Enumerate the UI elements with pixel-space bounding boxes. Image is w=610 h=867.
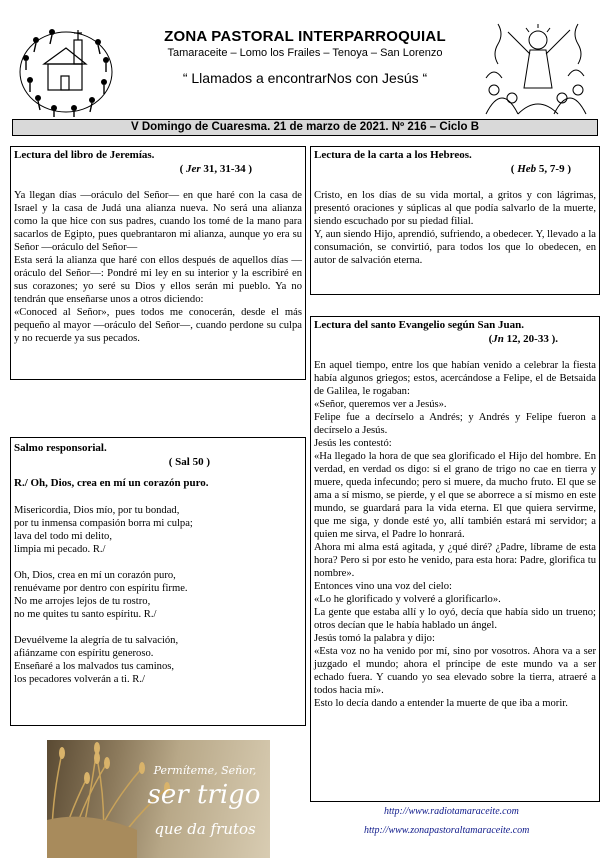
second-reading-paragraph: Y, aun siendo Hijo, aprendió, sufriendo, a obedecer. Y, llevado a la consumación, se convirtió, para todos los que lo obedecen, en autor de salvación eterna.	[314, 229, 596, 266]
first-reading-paragraph: Esta será la alianza que haré con ellos después de aquellos días —oráculo del Señor—: Pondré mi ley en su interior y la escribiré en sus corazones; yo seré su Dios y ellos serán mi pueblo. Ya no tendrán que enseñarse unos a otros diciendo:	[14, 255, 302, 305]
first-reading-citation: ( Jer 31, 31-34 )	[179, 163, 252, 175]
psalm-stanza: Misericordia, Dios mío, por tu bondad, por tu inmensa compasión borra mi culpa; lava del todo mi delito, limpia mi pecado. R./	[14, 505, 193, 555]
gospel-paragraph: En aquel tiempo, entre los que habían venido a celebrar la fiesta había algunos griegos; estos, acercándose a Felipe, el de Betsaida de Galilea, le rogaban:	[314, 360, 596, 397]
gospel-box	[310, 316, 600, 802]
caption-line-3: que da frutos	[154, 820, 256, 838]
second-reading-box	[310, 146, 600, 295]
second-reading-citation: ( Heb 5, 7-9 )	[510, 163, 571, 175]
psalm-title: Salmo responsorial.	[14, 442, 107, 454]
psalm-response: R./ Oh, Dios, crea en mí un corazón puro.	[14, 477, 209, 489]
motto: “ Llamados a encontrarNos con Jesús “	[182, 70, 428, 86]
gospel-paragraph: Jesús tomó la palabra y dijo:	[314, 633, 435, 644]
gospel-paragraph: Ahora mi alma está agitada, y ¿qué diré? ¿Padre, líbrame de esta hora? Pero si por esto he venido, para esta hora: Padre, glorifica tu nombre».	[314, 542, 596, 579]
radio-link[interactable]: http://www.radiotamaraceite.com	[384, 806, 519, 817]
zone-title: ZONA PASTORAL INTERPARROQUIAL	[164, 28, 446, 45]
first-reading-title: Lectura del libro de Jeremías.	[14, 149, 155, 161]
gospel-paragraph: La gente que estaba allí y lo oyó, decía que había sido un trueno; otros decían que le había hablado un ángel.	[314, 607, 596, 631]
caption-line-2: ser trigo	[147, 780, 261, 810]
psalm-stanza: Oh, Dios, crea en mí un corazón puro, renuévame por dentro con espíritu firme. No me arrojes lejos de tu rostro, no me quites tu santo espíritu. R./	[14, 570, 188, 620]
first-reading-paragraph: «Conoced al Señor», pues todos me conocerán, desde el más pequeño al mayor —oráculo del Señor—, cuando perdone su culpa y no recuerde ya sus pecados.	[14, 307, 302, 344]
parish-list: Tamaraceite – Lomo los Frailes – Tenoya – San Lorenzo	[167, 47, 443, 59]
second-reading-paragraph: Cristo, en los días de su vida mortal, a gritos y con lágrimas, presentó oraciones y súplicas al que podía salvarlo de la muerte, siendo escuchado por su piedad filial.	[314, 190, 596, 227]
psalm-citation: ( Sal 50 )	[168, 456, 210, 468]
gospel-paragraph: Esto lo decía dando a entender la muerte de que iba a morir.	[314, 698, 568, 709]
second-reading-title: Lectura de la carta a los Hebreos.	[314, 149, 472, 161]
gospel-citation: (Jn 12, 20-33 ).	[488, 333, 558, 345]
gospel-paragraph: Entonces vino una voz del cielo:	[314, 581, 452, 592]
first-reading-paragraph: Ya llegan días —oráculo del Señor— en que haré con la casa de Israel y la casa de Judá una alianza nueva. No será una alianza como la que hice con sus padres, cuando los tomé de la mano para sacarlos de Egipto, pues quebrantaron mi alianza, aunque yo era su Señor —oráculo del Señor—	[14, 190, 302, 253]
liturgical-date-bar: V Domingo de Cuaresma. 21 de marzo de 2021. Nº 216 – Ciclo B	[12, 119, 598, 136]
gospel-paragraph: Felipe fue a decírselo a Andrés; y Andrés y Felipe fueron a decírselo a Jesús.	[314, 412, 596, 436]
gospel-paragraph: «Señor, queremos ver a Jesús».	[314, 399, 447, 410]
gospel-paragraph: «Lo he glorificado y volveré a glorificarlo».	[314, 594, 501, 605]
gospel-paragraph: Jesús les contestó:	[314, 438, 392, 449]
psalm-stanza: Devuélveme la alegría de tu salvación, afiánzame con espíritu generoso. Enseñaré a los malvados tus caminos, los pecadores volverán a ti. R./	[14, 635, 179, 685]
jesus-illustration	[478, 18, 594, 118]
gospel-paragraph: «Ha llegado la hora de que sea glorificado el Hijo del hombre. En verdad, en verdad os digo: si el grano de trigo no cae en tierra y muere, queda infecundo; pero si muere, da mucho fruto. El que se ama a sí mismo, se pierde, y el que se aborrece a sí mismo en este mundo, se guardará para la vida eterna. El que quiera servirme, que me siga, y donde esté yo, allí también estará mi servidor; a quien me sirva, el Padre lo honrará.	[314, 451, 596, 540]
first-reading-box	[10, 146, 306, 380]
wheat-photo	[47, 740, 270, 858]
psalm-box	[10, 437, 306, 726]
zone-website-link[interactable]: http://www.zonapastoraltamaraceite.com	[364, 825, 530, 836]
church-logo	[14, 18, 118, 118]
gospel-paragraph: «Esta voz no ha venido por mí, sino por vosotros. Ahora va a ser juzgado el mundo; ahora el príncipe de este mundo va a ser echado fuera. Y cuando yo sea elevado sobre la tierra, atraeré a todos hacia mí».	[314, 646, 596, 696]
caption-line-1: Permíteme, Señor,	[153, 764, 257, 777]
gospel-title: Lectura del santo Evangelio según San Juan.	[314, 319, 524, 331]
